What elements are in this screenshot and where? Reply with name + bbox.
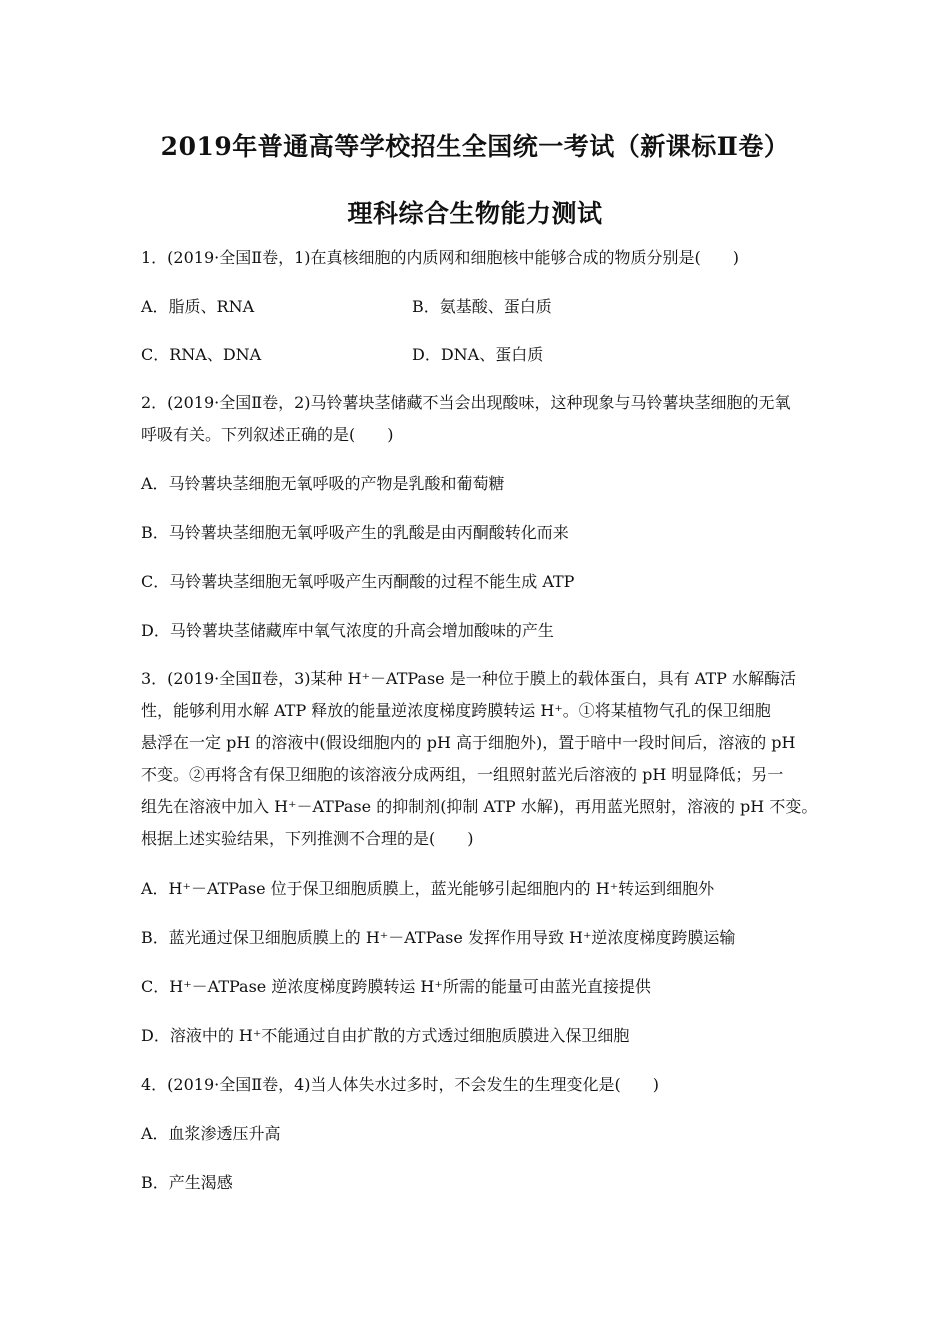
q2-option-a: A．马铃薯块茎细胞无氧呼吸的产物是乳酸和葡萄糖 [141, 474, 505, 493]
page-subtitle: 理科综合生物能力测试 [347, 199, 603, 228]
q3-stem-line3: 悬浮在一定 pH 的溶液中(假设细胞内的 pH 高于细胞外)，置于暗中一段时间后，溶液的 pH [141, 733, 796, 752]
q2-option-d: D．马铃薯块茎储藏库中氧气浓度的升高会增加酸味的产生 [141, 621, 554, 640]
q3-stem-line4: 不变。②再将含有保卫细胞的该溶液分成两组，一组照射蓝光后溶液的 pH 明显降低；另一 [141, 765, 784, 784]
q3-stem-line6: 根据上述实验结果，下列推测不合理的是( ) [141, 829, 474, 848]
q3-option-b: B．蓝光通过保卫细胞质膜上的 H⁺－ATPase 发挥作用导致 H⁺逆浓度梯度跨膜运输 [141, 928, 736, 947]
q1-option-c: C．RNA、DNA [141, 345, 262, 364]
q3-option-c: C．H⁺－ATPase 逆浓度梯度跨膜转运 H⁺所需的能量可由蓝光直接提供 [141, 977, 651, 996]
q1-option-d: D．DNA、蛋白质 [412, 345, 544, 364]
q3-stem-line2: 性，能够利用水解 ATP 释放的能量逆浓度梯度跨膜转运 H⁺。①将某植物气孔的保卫细胞 [141, 701, 771, 720]
q1-stem: 1．(2019·全国Ⅱ卷，1)在真核细胞的内质网和细胞核中能够合成的物质分别是( ) [141, 248, 740, 267]
q1-option-b: B．氨基酸、蛋白质 [412, 297, 552, 316]
q3-stem-line5: 组先在溶液中加入 H⁺－ATPase 的抑制剂(抑制 ATP 水解)，再用蓝光照射，溶液的 pH 不变。 [141, 797, 818, 816]
q2-stem-line1: 2．(2019·全国Ⅱ卷，2)马铃薯块茎储藏不当会出现酸味，这种现象与马铃薯块茎细胞的无氧 [141, 393, 791, 412]
q3-option-a: A．H⁺－ATPase 位于保卫细胞质膜上，蓝光能够引起细胞内的 H⁺转运到细胞外 [141, 879, 715, 898]
q3-option-d: D．溶液中的 H⁺不能通过自由扩散的方式透过细胞质膜进入保卫细胞 [141, 1026, 630, 1045]
q4-stem: 4．(2019·全国Ⅱ卷，4)当人体失水过多时，不会发生的生理变化是( ) [141, 1075, 660, 1094]
q2-stem-line2: 呼吸有关。下列叙述正确的是( ) [141, 425, 394, 444]
q2-option-c: C．马铃薯块茎细胞无氧呼吸产生丙酮酸的过程不能生成 ATP [141, 572, 575, 591]
q3-stem-line1: 3．(2019·全国Ⅱ卷，3)某种 H⁺－ATPase 是一种位于膜上的载体蛋白，具有 ATP 水解酶活 [141, 669, 797, 688]
q4-option-a: A．血浆渗透压升高 [141, 1124, 281, 1143]
q1-option-a: A．脂质、RNA [141, 297, 255, 316]
q4-option-b: B．产生渴感 [141, 1173, 233, 1192]
page-title: 2019年普通高等学校招生全国统一考试（新课标Ⅱ卷） [160, 132, 790, 161]
q2-option-b: B．马铃薯块茎细胞无氧呼吸产生的乳酸是由丙酮酸转化而来 [141, 523, 569, 542]
